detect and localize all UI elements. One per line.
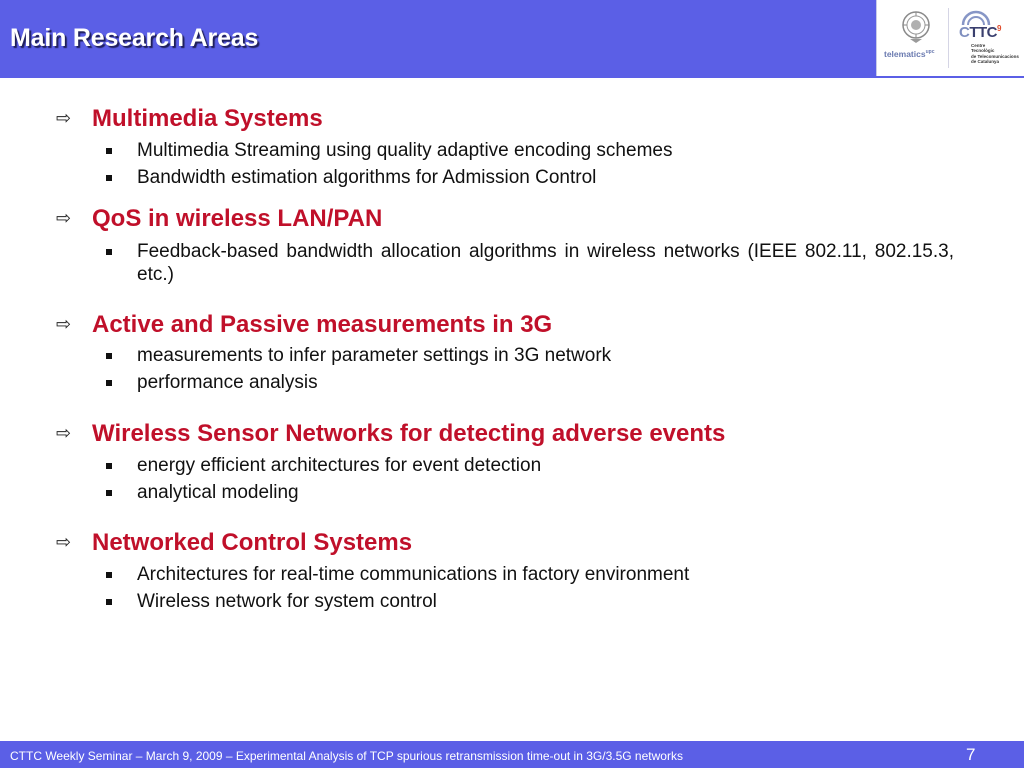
list-item: energy efficient architectures for event detection: [106, 454, 954, 477]
list-item: Multimedia Streaming using quality adaptive encoding schemes: [106, 139, 954, 162]
section-heading: ⇨ Networked Control Systems: [56, 529, 413, 556]
footer-text: CTTC Weekly Seminar – March 9, 2009 – Experimental Analysis of TCP spurious retransmission time-out in 3G/3.5G networks: [10, 749, 683, 763]
footer-bar: [0, 741, 1024, 768]
square-bullet-icon: [106, 572, 112, 578]
square-bullet-icon: [106, 148, 112, 154]
hollow-right-arrow-icon: ⇨: [56, 208, 72, 228]
list-item: Wireless network for system control: [106, 590, 954, 613]
list-item: Architectures for real-time communications in factory environment: [106, 563, 954, 586]
hollow-right-arrow-icon: ⇨: [56, 108, 72, 128]
list-item: Bandwidth estimation algorithms for Admission Control: [106, 166, 954, 189]
section-heading: ⇨ Multimedia Systems: [56, 105, 323, 132]
cttc-subtitle: Centre Tecnològic de Telecomunicacions de Catalunya: [971, 43, 1019, 65]
square-bullet-icon: [106, 380, 112, 386]
square-bullet-icon: [106, 490, 112, 496]
list-item: analytical modeling: [106, 481, 954, 504]
section-heading: ⇨ Active and Passive measurements in 3G: [56, 311, 553, 338]
cttc-logo: CTTC$^9$: [959, 24, 1001, 41]
hollow-right-arrow-icon: ⇨: [56, 532, 72, 552]
square-bullet-icon: [106, 599, 112, 605]
list-item: performance analysis: [106, 371, 954, 394]
page-title: Main Research Areas: [10, 24, 259, 52]
list-item: measurements to infer parameter settings in 3G network: [106, 344, 954, 367]
square-bullet-icon: [106, 249, 112, 255]
square-bullet-icon: [106, 463, 112, 469]
square-bullet-icon: [106, 175, 112, 181]
page-number: 7: [966, 745, 976, 764]
section-heading: ⇨ QoS in wireless LAN/PAN: [56, 205, 383, 232]
square-bullet-icon: [106, 353, 112, 359]
section-heading: ⇨ Wireless Sensor Networks for detecting adverse events: [56, 420, 726, 447]
list-item: Feedback-based bandwidth allocation algorithms in wireless networks (IEEE 802.11, 802.15.3, etc.): [106, 240, 954, 286]
hollow-right-arrow-icon: ⇨: [56, 314, 72, 334]
telematics-logo: telematics$^{upc}$: [884, 49, 935, 59]
hollow-right-arrow-icon: ⇨: [56, 423, 72, 443]
